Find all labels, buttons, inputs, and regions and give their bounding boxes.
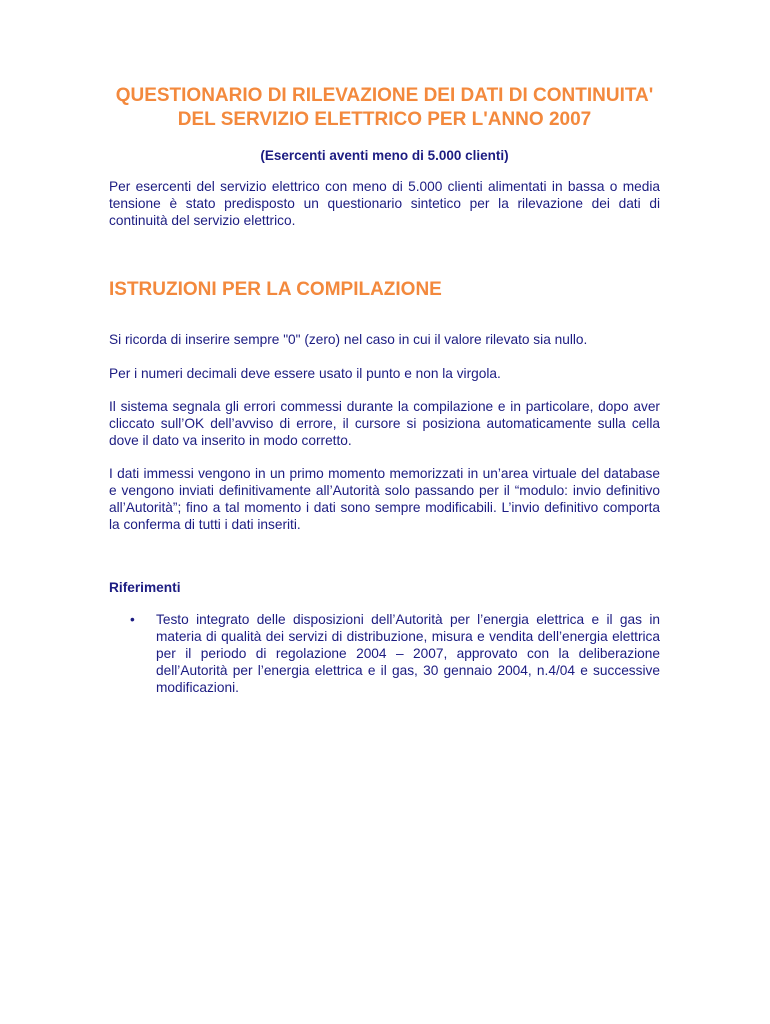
- reference-text: Testo integrato delle disposizioni dell’Autorità per l’energia elettrica e il gas in materia di qualità dei servizi di distribuzione, misura e vendita dell’energia elettrica per il periodo di regolazione 2004 – 2007, approvato con la deliberazione dell’Autorità per l’energia elettrica e il gas, 30 gennaio 2004, n.4/04 e successive modificazioni.: [156, 612, 660, 695]
- document-title: QUESTIONARIO DI RILEVAZIONE DEI DATI DI CONTINUITA' DEL SERVIZIO ELETTRICO PER L'ANNO 2007: [115, 85, 654, 130]
- document-page: [109, 84, 660, 696]
- intro-paragraph: Per esercenti del servizio elettrico con meno di 5.000 clienti alimentati in bassa o media tensione è stato predisposto un questionario sintetico per la rilevazione dei dati di continuità del servizio elettrico.: [109, 179, 660, 228]
- document-subtitle: (Esercenti aventi meno di 5.000 clienti): [260, 148, 509, 163]
- references-heading: Riferimenti: [109, 580, 181, 595]
- instruction-paragraph: Si ricorda di inserire sempre "0" (zero) nel caso in cui il valore rilevato sia nullo.: [109, 332, 588, 347]
- instruction-paragraph: Per i numeri decimali deve essere usato il punto e non la virgola.: [109, 366, 501, 381]
- references-list: [109, 611, 660, 696]
- instruction-paragraph: Il sistema segnala gli errori commessi durante la compilazione e in particolare, dopo aver cliccato sull’OK dell’avviso di errore, il cursore si posiziona automaticamente sulla cella dove il dato va inserito in modo corretto.: [109, 399, 660, 448]
- section-heading-instructions: ISTRUZIONI PER LA COMPILAZIONE: [109, 279, 442, 300]
- list-item: [109, 611, 660, 696]
- instruction-paragraph: I dati immessi vengono in un primo momento memorizzati in un’area virtuale del database e vengono inviati definitivamente all’Autorità solo passando per il “modulo: invio definitivo all’Autorità”; fino a tal momento i dati sono sempre modificabili. L’invio definitivo comporta la conferma di tutti i dati inseriti.: [109, 466, 660, 532]
- bullet-icon: •: [130, 612, 135, 627]
